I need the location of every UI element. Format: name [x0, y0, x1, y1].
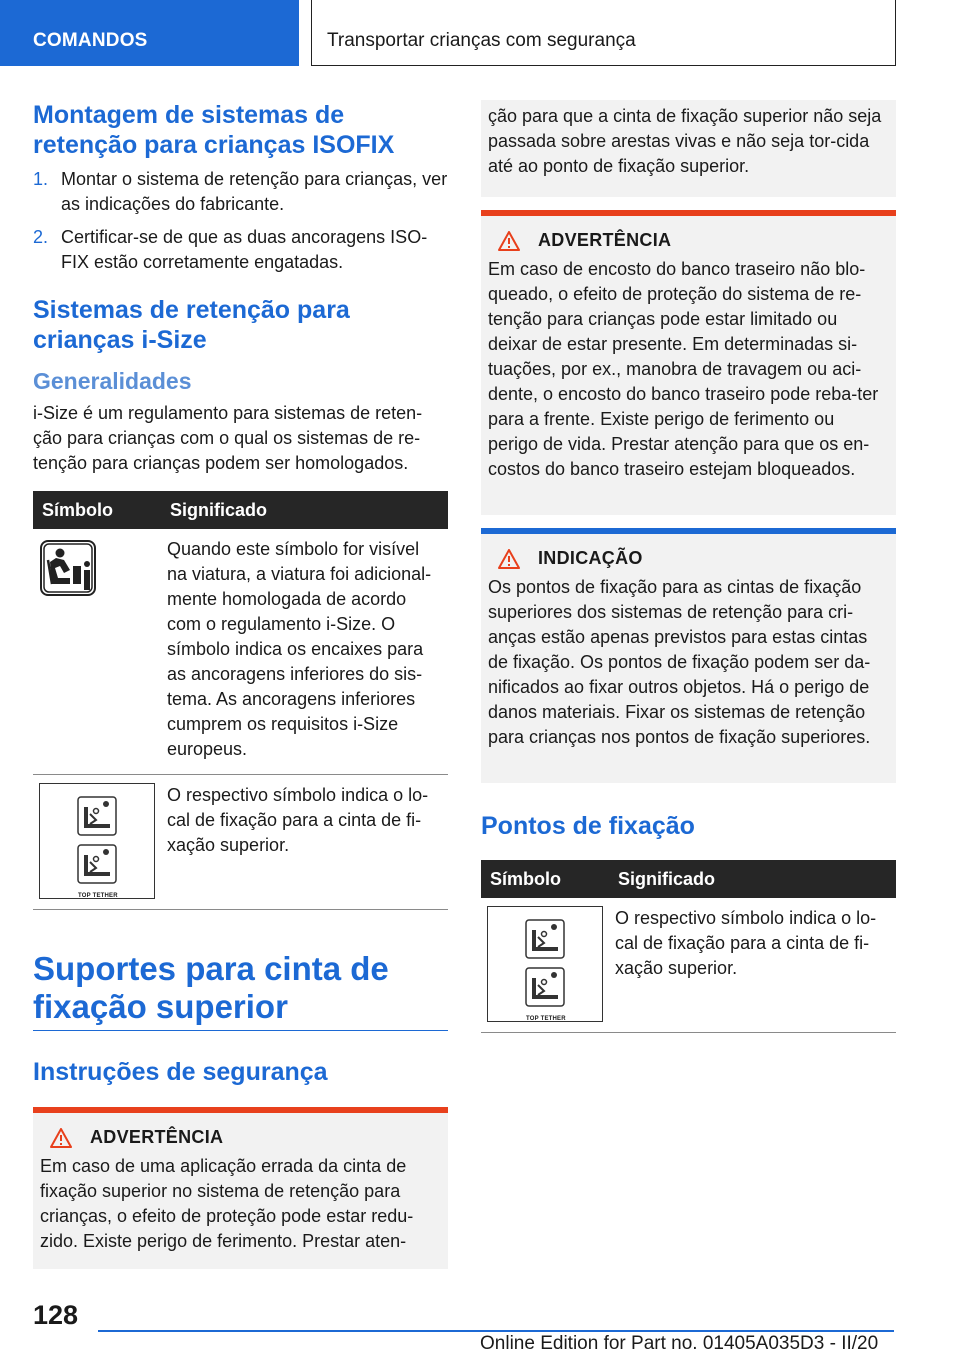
- meaning-cell: Quando este símbolo for visível na viatura, a viatura foi adicional-mente homologada de acordo com o regulamento i-Size. O símbolo indica os encaixes para as ancoragens inferiores do sis-tema. As ancoragens inferiores cumprem os requisitos i-Size europeus.: [161, 529, 448, 775]
- warning-box-2: [481, 210, 896, 515]
- step-text: Certificar-se de que as duas ancoragens ISO-FIX estão corretamente engatadas.: [61, 227, 428, 272]
- page-header: [0, 0, 960, 66]
- symbol-cell: [481, 898, 609, 1033]
- left-column: [33, 100, 448, 1269]
- table-row: [481, 898, 896, 1033]
- indicacao-title-row: [498, 548, 888, 569]
- indicacao-box: [481, 528, 896, 783]
- isize-seat-icon: [40, 540, 96, 596]
- isofix-heading: Montagem de sistemas de retenção para crianças ISOFIX: [33, 101, 395, 159]
- step-item: [33, 225, 448, 275]
- step-number: 2.: [33, 227, 49, 247]
- top-tether-label: TOP TETHER: [78, 893, 118, 899]
- indicacao-title: INDICAÇÃO: [538, 548, 643, 568]
- section-label: COMANDOS: [33, 30, 148, 51]
- continued-text: ção para que a cinta de fixação superior não seja passada sobre arestas vivas e não seja tor-cida até ao ponto de fixação superior.: [488, 106, 882, 176]
- warning-bar: [33, 1107, 448, 1113]
- warning-text: Em caso de uma aplicação errada da cinta de fixação superior no sistema de retenção para crianças, o efeito de proteção pode estar redu-zido. Existe perigo de ferimento. Prestar aten-: [40, 1156, 414, 1251]
- top-tether-label: TOP TETHER: [526, 1016, 566, 1022]
- info-bar: [481, 528, 896, 534]
- warning-triangle-icon: [498, 231, 520, 251]
- table-header-row: [481, 860, 896, 898]
- right-column: [481, 100, 896, 1033]
- section-tab: [0, 0, 299, 66]
- warning-text: Em caso de encosto do banco traseiro não blo-queado, o efeito de proteção do sistema de re-tenção para crianças pode estar limitado ou deixar de estar presente. Em determinadas si-tuações, por ex., manobra de travagem ou aci-dente, o encosto do banco traseiro pode reba-ter para a frente. Existe perigo de ferimento ou perigo de vida. Prestar atenção para que os en-costos do banco traseiro estejam bloqueados.: [488, 259, 879, 479]
- footer-edition: Online Edition for Part no. 01405A035D3 - II/20: [480, 1333, 879, 1354]
- symbol-cell: [33, 529, 161, 775]
- warning-title-row: [498, 230, 888, 251]
- table-header-row: [33, 491, 448, 529]
- chapter-title-box: [311, 0, 896, 66]
- pontos-symbol-table: [481, 860, 896, 1033]
- isize-symbol-table: [33, 491, 448, 910]
- seguranca-heading: Instruções de segurança: [33, 1058, 328, 1086]
- suportes-heading: Suportes para cinta de fixação superior: [33, 950, 448, 1031]
- warning-triangle-icon: [498, 549, 520, 569]
- step-item: [33, 167, 448, 217]
- warning-title-row: [50, 1127, 440, 1148]
- top-tether-icon: [39, 783, 155, 899]
- warning-title: ADVERTÊNCIA: [90, 1127, 224, 1147]
- top-tether-icon: [487, 906, 603, 1022]
- meaning-cell: O respectivo símbolo indica o lo-cal de fixação para a cinta de fi-xação superior.: [161, 775, 448, 910]
- table-header-meaning: Significado: [609, 860, 896, 898]
- step-number: 1.: [33, 169, 49, 189]
- table-header-symbol: Símbolo: [481, 860, 609, 898]
- isize-heading: Sistemas de retenção para crianças i-Size: [33, 296, 350, 354]
- warning-title: ADVERTÊNCIA: [538, 230, 672, 250]
- warning-continued: [481, 100, 896, 197]
- warning-bar: [481, 210, 896, 216]
- table-header-symbol: Símbolo: [33, 491, 161, 529]
- step-text: Montar o sistema de retenção para crianças, ver as indicações do fabricante.: [61, 169, 448, 214]
- table-row: [33, 775, 448, 910]
- chapter-title: Transportar crianças com segurança: [327, 30, 636, 51]
- indicacao-text: Os pontos de fixação para as cintas de fixação superiores dos sistemas de retenção para cri-anças estão apenas previstos para estas cintas de fixação. Os pontos de fixação podem ser da-nificados ao fixar outros objetos. Há o perigo de danos materiais. Fixar os sistemas de retenção para crianças nos pontos de fixação superiores.: [488, 577, 871, 747]
- warning-box-1: [33, 1107, 448, 1269]
- meaning-cell: O respectivo símbolo indica o lo-cal de fixação para a cinta de fi-xação superior.: [609, 898, 896, 1033]
- table-header-meaning: Significado: [161, 491, 448, 529]
- isize-body: i-Size é um regulamento para sistemas de reten-ção para crianças com o qual os sistemas de re-tenção para crianças podem ser homologados.: [33, 403, 423, 473]
- table-row: [33, 529, 448, 775]
- footer-divider: [98, 1330, 894, 1332]
- isofix-steps: [33, 167, 448, 275]
- generalidades-heading: Generalidades: [33, 368, 192, 394]
- pontos-heading: Pontos de fixação: [481, 812, 695, 840]
- page-number: 128: [33, 1300, 79, 1330]
- warning-triangle-icon: [50, 1128, 72, 1148]
- symbol-cell: [33, 775, 161, 910]
